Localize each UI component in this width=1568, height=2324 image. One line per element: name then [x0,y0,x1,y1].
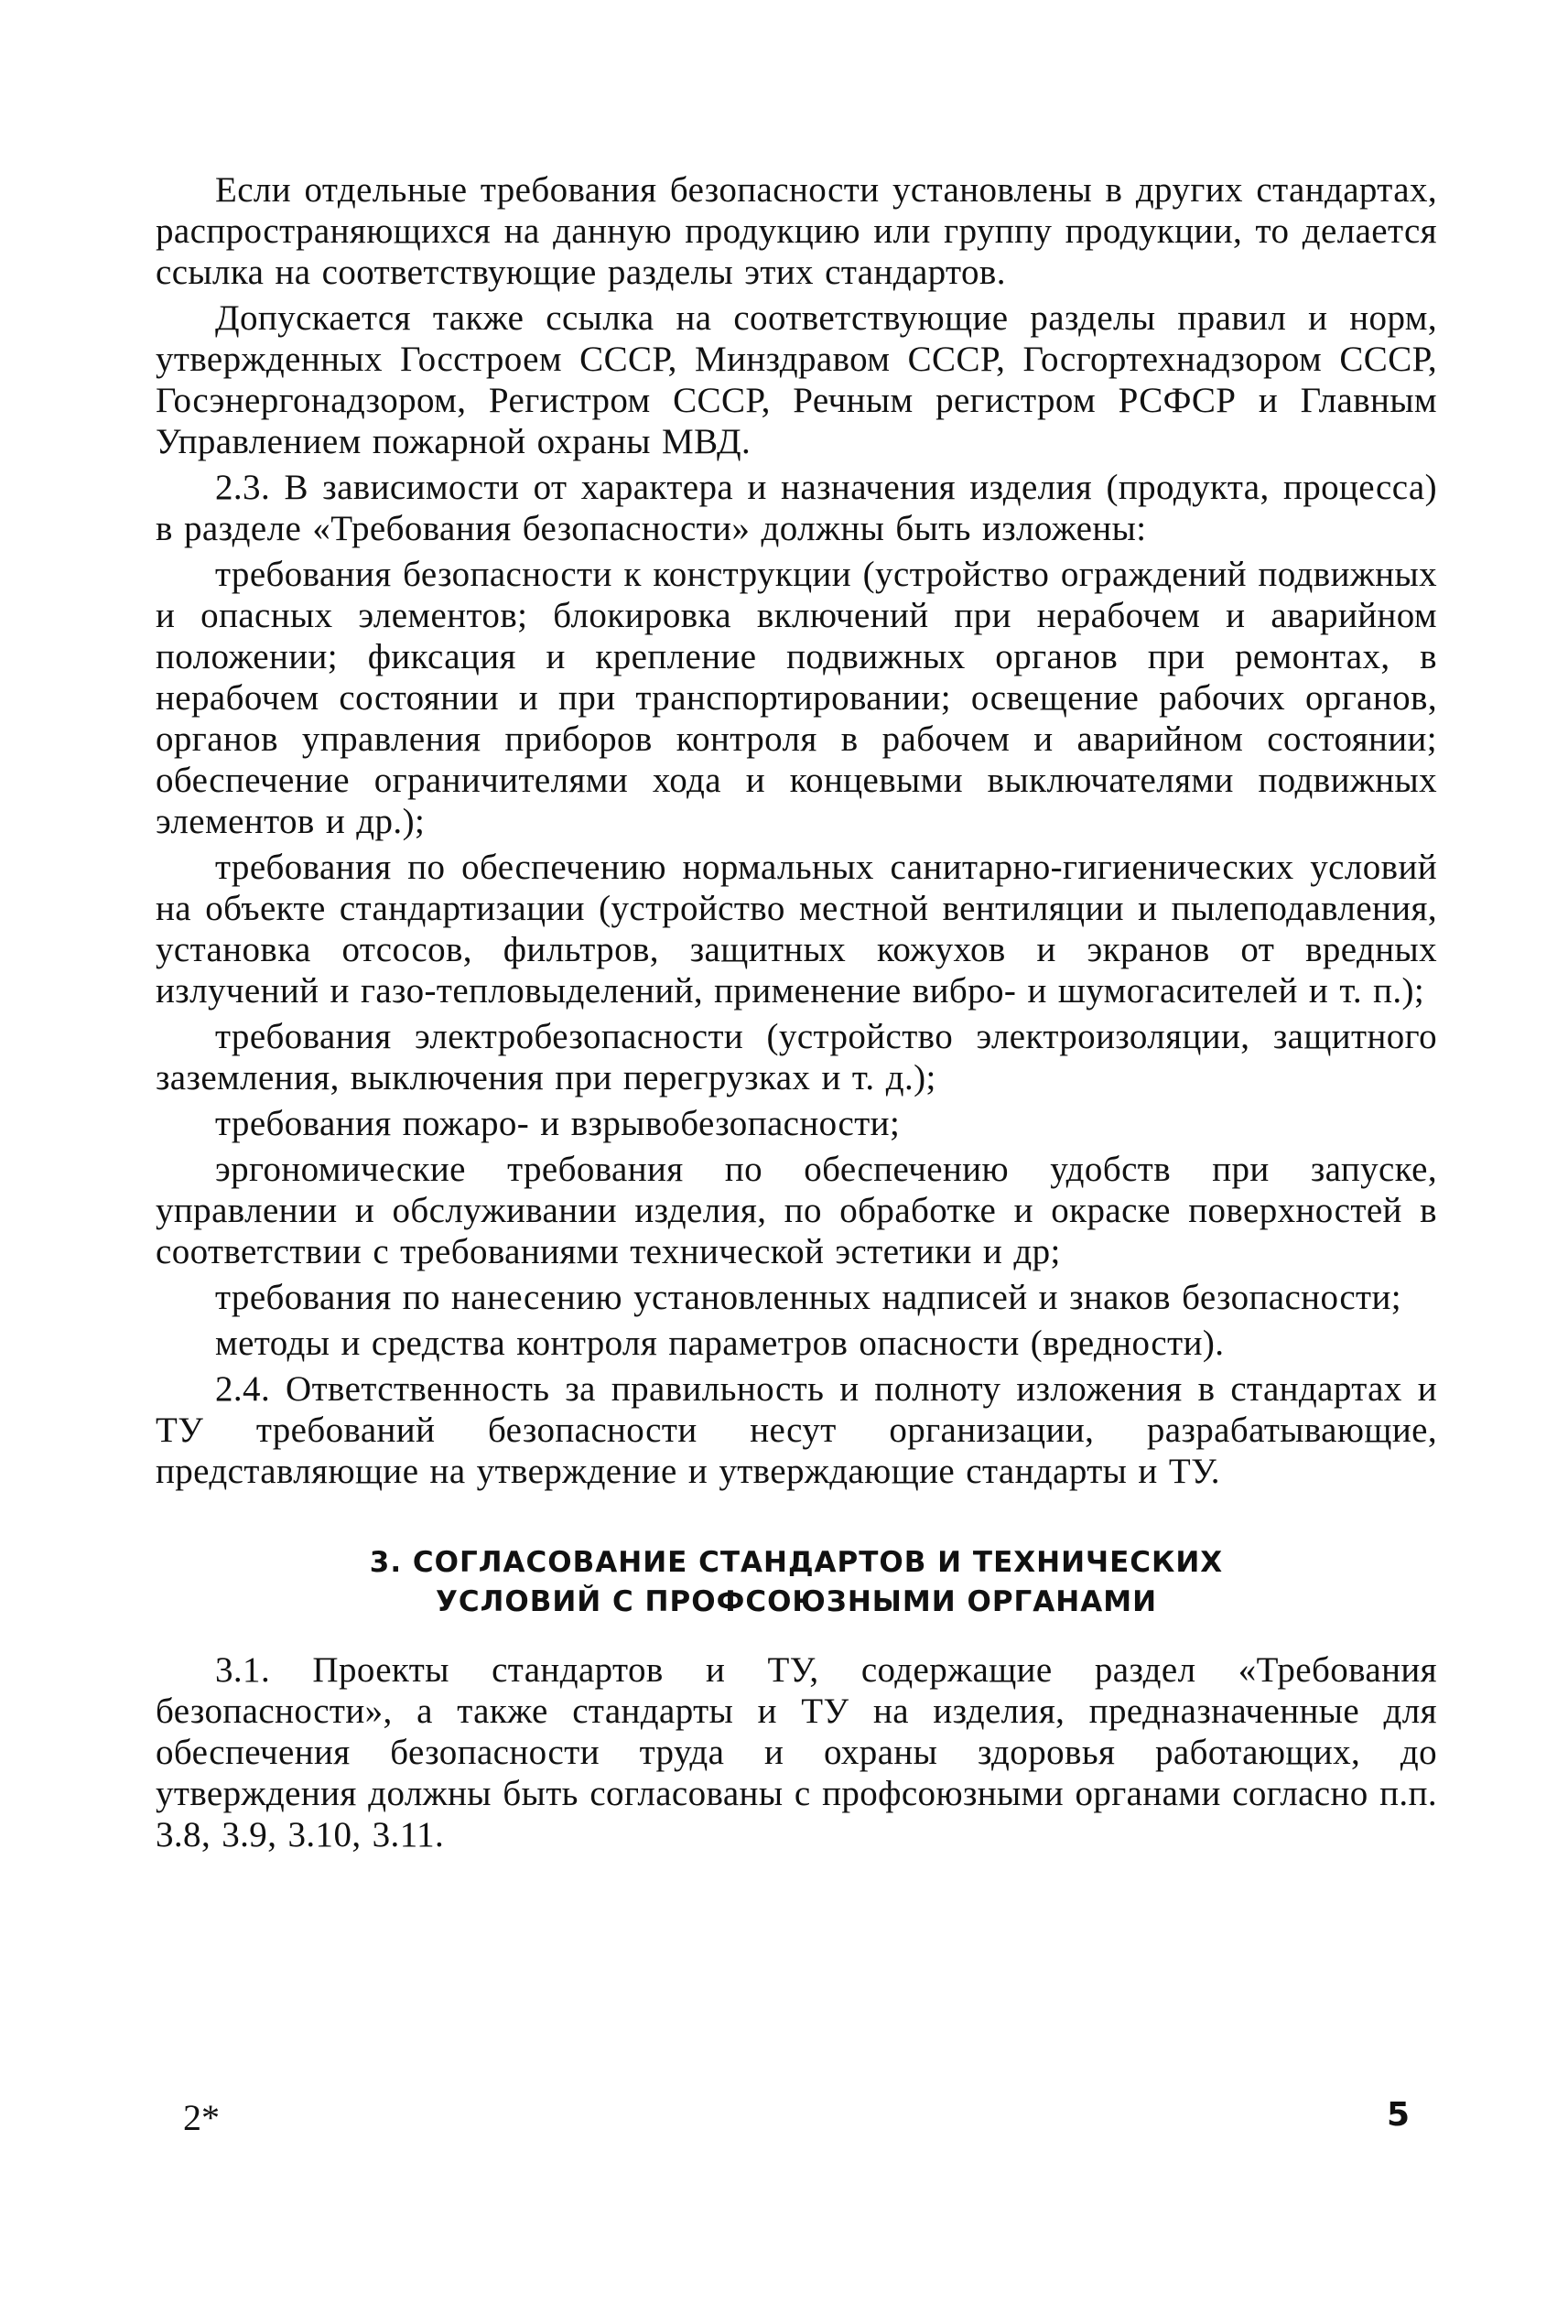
document-page [156,169,1437,1860]
list-item: требования пожаро- и взрывобезопасности; [215,1104,901,1143]
section-heading-line-2: УСЛОВИЙ С ПРОФСОЮЗНЫМИ ОРГАНАМИ [435,1585,1158,1618]
list-item: требования по нанесению установленных надписей и знаков безопасности; [215,1278,1401,1317]
page-footer [183,2096,1410,2142]
paragraph: Допускается также ссылка на соответствующие разделы правил и норм, утвержденных Госстроем СССР, Минздравом СССР, Госгортехнадзором СССР, Госэнергонадзором, Регистром СССР, Речным регистром РСФСР и Главным Управлением пожарной охраны МВД. [156,298,1437,461]
paragraph: 2.3. В зависимости от характера и назначения изделия (продукта, процесса) в разделе «Требования безопасности» должны быть изложены: [156,468,1437,548]
paragraph: 2.4. Ответственность за правильность и полноту изложения в стандартах и ТУ требований безопасности несут организации, разрабатывающие, представляющие на утверждение и утверждающие стандарты и ТУ. [156,1369,1437,1491]
signature-mark: 2* [183,2097,220,2138]
list-item: требования электробезопасности (устройство электроизоляции, защитного заземления, выключения при перегрузках и т. д.); [156,1017,1437,1097]
section-heading-line-1: 3. СОГЛАСОВАНИЕ СТАНДАРТОВ И ТЕХНИЧЕСКИХ [369,1546,1224,1579]
list-item: методы и средства контроля параметров опасности (вредности). [215,1324,1225,1363]
section-heading [156,1543,1437,1622]
list-item: эргономические требования по обеспечению удобств при запуске, управлении и обслуживании изделия, по обработке и окраске поверхностей в соответствии с требованиями технической эстетики и др; [156,1150,1437,1271]
list-item: требования безопасности к конструкции (устройство ограждений подвижных и опасных элементов; блокировка включений при нерабочем и аварийном положении; фиксация и крепление подвижных органов при ремонтах, в нерабочем состоянии и при транспортировании; освещение рабочих органов, органов управления приборов контроля в рабочем и аварийном состоянии; обеспечение ограничителями хода и концевыми выключателями подвижных элементов и др.); [156,555,1437,841]
list-item: требования по обеспечению нормальных санитарно-гигиенических условий на объекте стандартизации (устройство местной вентиляции и пылеподавления, установка отсосов, фильтров, защитных кожухов и экранов от вредных излучений и газо-тепловыделений, применение вибро- и шумогасителей и т. п.); [156,848,1437,1011]
paragraph: 3.1. Проекты стандартов и ТУ, содержащие раздел «Требования безопасности», а также стандарты и ТУ на изделия, предназначенные для обеспечения безопасности труда и охраны здоровья работающих, до утверждения должны быть согласованы с профсоюзными органами согласно п.п. 3.8, 3.9, 3.10, 3.11. [156,1650,1437,1854]
paragraph: Если отдельные требования безопасности установлены в других стандартах, распространяющихся на данную продукцию или группу продукции, то делается ссылка на соответствующие разделы этих стандартов. [156,170,1437,292]
page-number: 5 [1386,2096,1410,2134]
